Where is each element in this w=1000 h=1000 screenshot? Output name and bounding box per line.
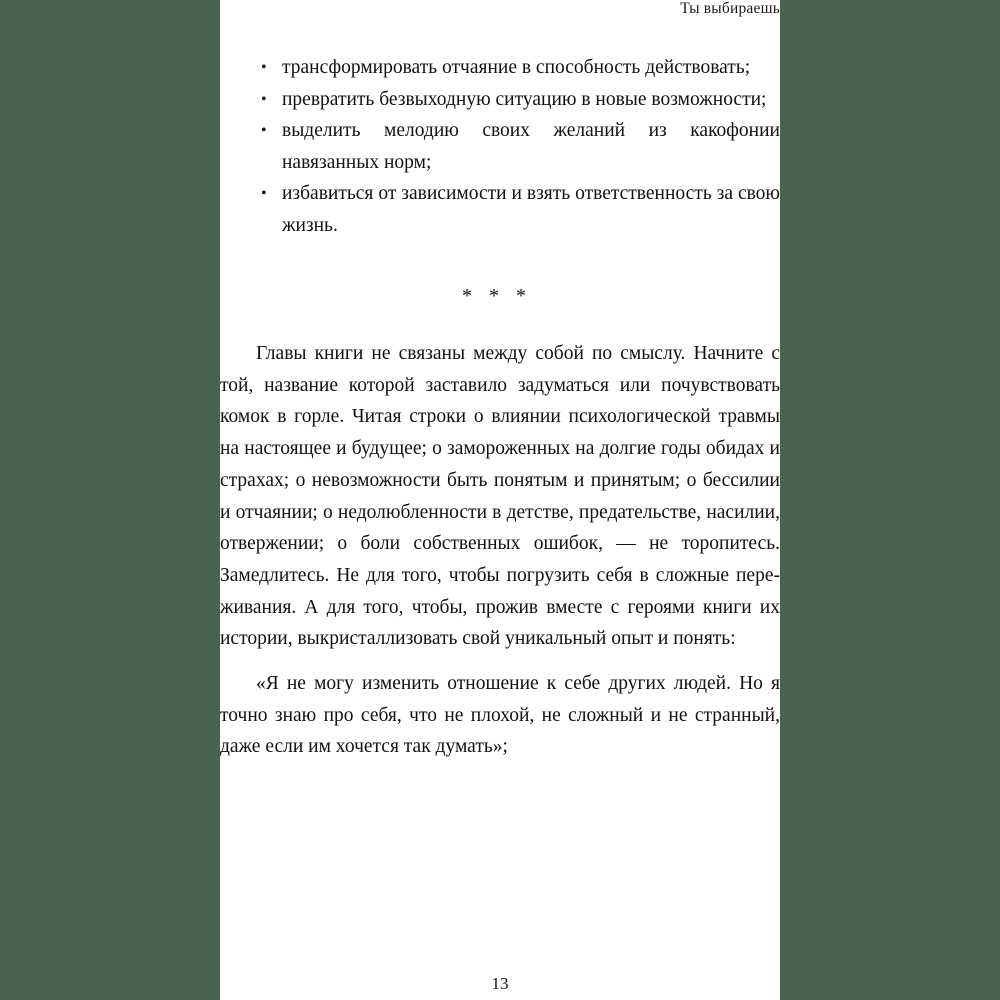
bullet-list: [220, 52, 780, 241]
list-item: [220, 52, 780, 84]
page-content: [220, 52, 780, 763]
list-item: [220, 115, 780, 178]
list-item-text: выделить мелодию своих желаний из какофонии навязанных норм;: [282, 120, 780, 173]
list-item-text: превратить безвыходную ситуацию в новые возможности;: [282, 88, 767, 110]
list-item: [220, 178, 780, 241]
bullet-icon: •: [261, 59, 267, 76]
bullet-icon: •: [261, 90, 267, 108]
list-item-text: избавиться от зависимости и взять ответственность за свою жизнь.: [282, 183, 780, 236]
bullet-icon: •: [261, 185, 267, 202]
book-page: [220, 0, 780, 1000]
list-item: [220, 84, 780, 116]
bullet-icon: •: [261, 122, 267, 139]
list-item-text: трансформировать отчаяние в способность действовать;: [282, 57, 751, 78]
running-head: Ты выбираешь: [680, 0, 780, 17]
paragraph: Главы книги не связаны между собой по смыслу. Начните с той, название которой заставило задуматься или почувствовать комок в горле. Читая строки о влиянии психологической травмы на настоящее и будущее; о замороженных на долгие годы обидах и страхах; о невозможности быть понятым и принятым; о бессилии и отчаянии; о недолюбленности в детстве, предательстве, насилии, отвержении; о боли собственных ошибок, — не торопитесь. Замедлитесь. Не для того, чтобы погрузить себя в сложные переживания. А для того, чтобы, прожив вместе с героями книги их истории, выкристаллизовать свой уникальный опыт и понять:: [220, 343, 780, 650]
paragraph: «Я не могу изменить отношение к себе других людей. Но я точно знаю про себя, что не плохой, не сложный и не странный, даже если им хочется так думать»;: [220, 673, 780, 758]
page-number: 13: [491, 974, 509, 993]
section-break: * * *: [462, 285, 532, 307]
